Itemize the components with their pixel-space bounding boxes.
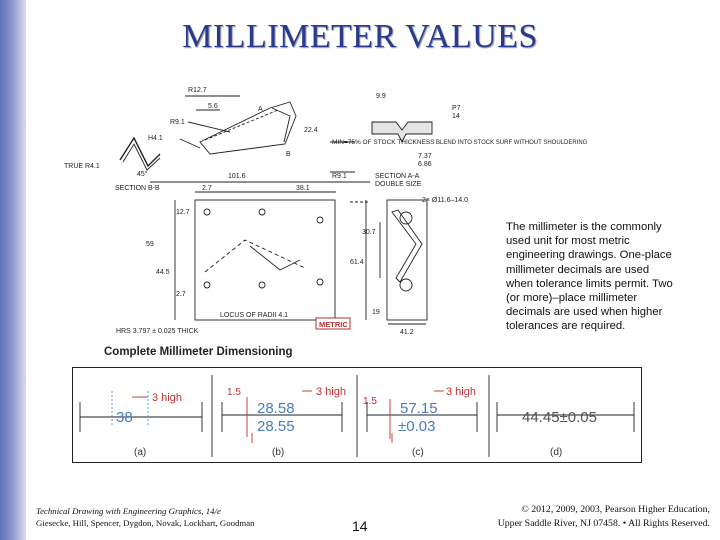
example-a-value: 38 (116, 409, 133, 426)
dim-14: 14 (452, 113, 460, 120)
drawing-caption: Complete Millimeter Dimensioning (104, 346, 293, 358)
double-size-label: DOUBLE SIZE (375, 181, 422, 188)
dim-label-b: B (286, 151, 291, 158)
example-b-gap: 1.5 (227, 387, 241, 398)
dim-27a: 2.7 (202, 185, 212, 192)
example-a-note: 3 high (152, 392, 182, 404)
min-stock-note: MIN=75% OF STOCK THICKNESS (332, 139, 435, 146)
example-c-label: (c) (412, 447, 424, 458)
example-c-gap: 1.5 (363, 396, 377, 407)
dim-686: 6.86 (418, 161, 432, 168)
dim-label-a: A (258, 106, 263, 113)
example-d-value: 44.45±0.05 (522, 409, 597, 426)
dim-r127: R12.7 (188, 87, 207, 94)
example-a-label: (a) (134, 447, 147, 458)
section-aa-label: SECTION A-A (375, 173, 420, 180)
page-number: 14 (352, 518, 368, 534)
dim-r91: R9.1 (170, 119, 185, 126)
dim-737: 7.37 (418, 153, 432, 160)
footer-authors: Giesecke, Hill, Spencer, Dygdon, Novak, Lockhart, Goodman (36, 518, 255, 528)
dim-127: 12.7 (176, 209, 190, 216)
dim-true-r41: TRUE R4.1 (64, 163, 100, 170)
example-b-value-bottom: 28.55 (257, 418, 295, 435)
example-d-label: (d) (550, 447, 563, 458)
dim-381: 38.1 (296, 185, 310, 192)
locus-note: LOCUS OF RADII 4.1 (220, 312, 289, 319)
footer-copyright-line: © 2012, 2009, 2003, Pearson Higher Education, (521, 504, 710, 515)
dim-r91b: R9.1 (332, 173, 347, 180)
dim-h41: H4.1 (148, 135, 163, 142)
example-b-value-top: 28.58 (257, 400, 295, 417)
footer-copyright (498, 503, 710, 531)
holes-note: 2× Ø11.6–14.0 (422, 197, 468, 204)
dim-614: 61.4 (350, 259, 364, 266)
footer-address: Upper Saddle River, NJ 07458. • All Rights Reserved. (497, 518, 710, 529)
dim-1016: 101.6 (228, 173, 246, 180)
dimension-examples (72, 367, 642, 463)
metric-badge: METRIC (319, 320, 348, 329)
slide-sidebar-band (0, 0, 26, 540)
description-text: The millimeter is the commonly used unit for most metric engineering drawings. One-place millimeter decimals are used when tolerance limits permit. Two (or more)–place millimeter decimals are used when higher tolerances are required. (506, 221, 673, 333)
example-c-value: 57.15 (400, 400, 438, 417)
dim-445: 44.5 (156, 269, 170, 276)
footer-book-title: Technical Drawing with Engineering Graphics, 14/e (36, 506, 221, 516)
dim-45deg: 45° (137, 171, 148, 178)
dim-307: 30.7 (362, 229, 376, 236)
dim-224: 22.4 (304, 127, 318, 134)
dim-412: 41.2 (400, 329, 414, 336)
example-b-note: 3 high (316, 386, 346, 398)
dim-99: 9.9 (376, 93, 386, 100)
dim-p7: P7 (452, 105, 461, 112)
example-b-label: (b) (272, 447, 285, 458)
dim-56: 5.6 (208, 103, 218, 110)
dimensioning-drawing (64, 82, 588, 362)
dim-19: 19 (372, 309, 380, 316)
blend-note: BLEND INTO STOCK SURF WITHOUT SHOULDERING (436, 140, 588, 146)
example-c-note: 3 high (446, 386, 476, 398)
section-bb-label: SECTION B-B (115, 185, 160, 192)
material-note: HRS 3.797 ± 0.025 THICK (116, 328, 199, 335)
footer-book-info (36, 505, 255, 529)
dim-27b: 2.7 (176, 291, 186, 298)
dim-59: 59 (146, 241, 154, 248)
example-c-tol: ±0.03 (398, 418, 436, 435)
slide-title: MILLIMETER VALUES (182, 18, 538, 55)
